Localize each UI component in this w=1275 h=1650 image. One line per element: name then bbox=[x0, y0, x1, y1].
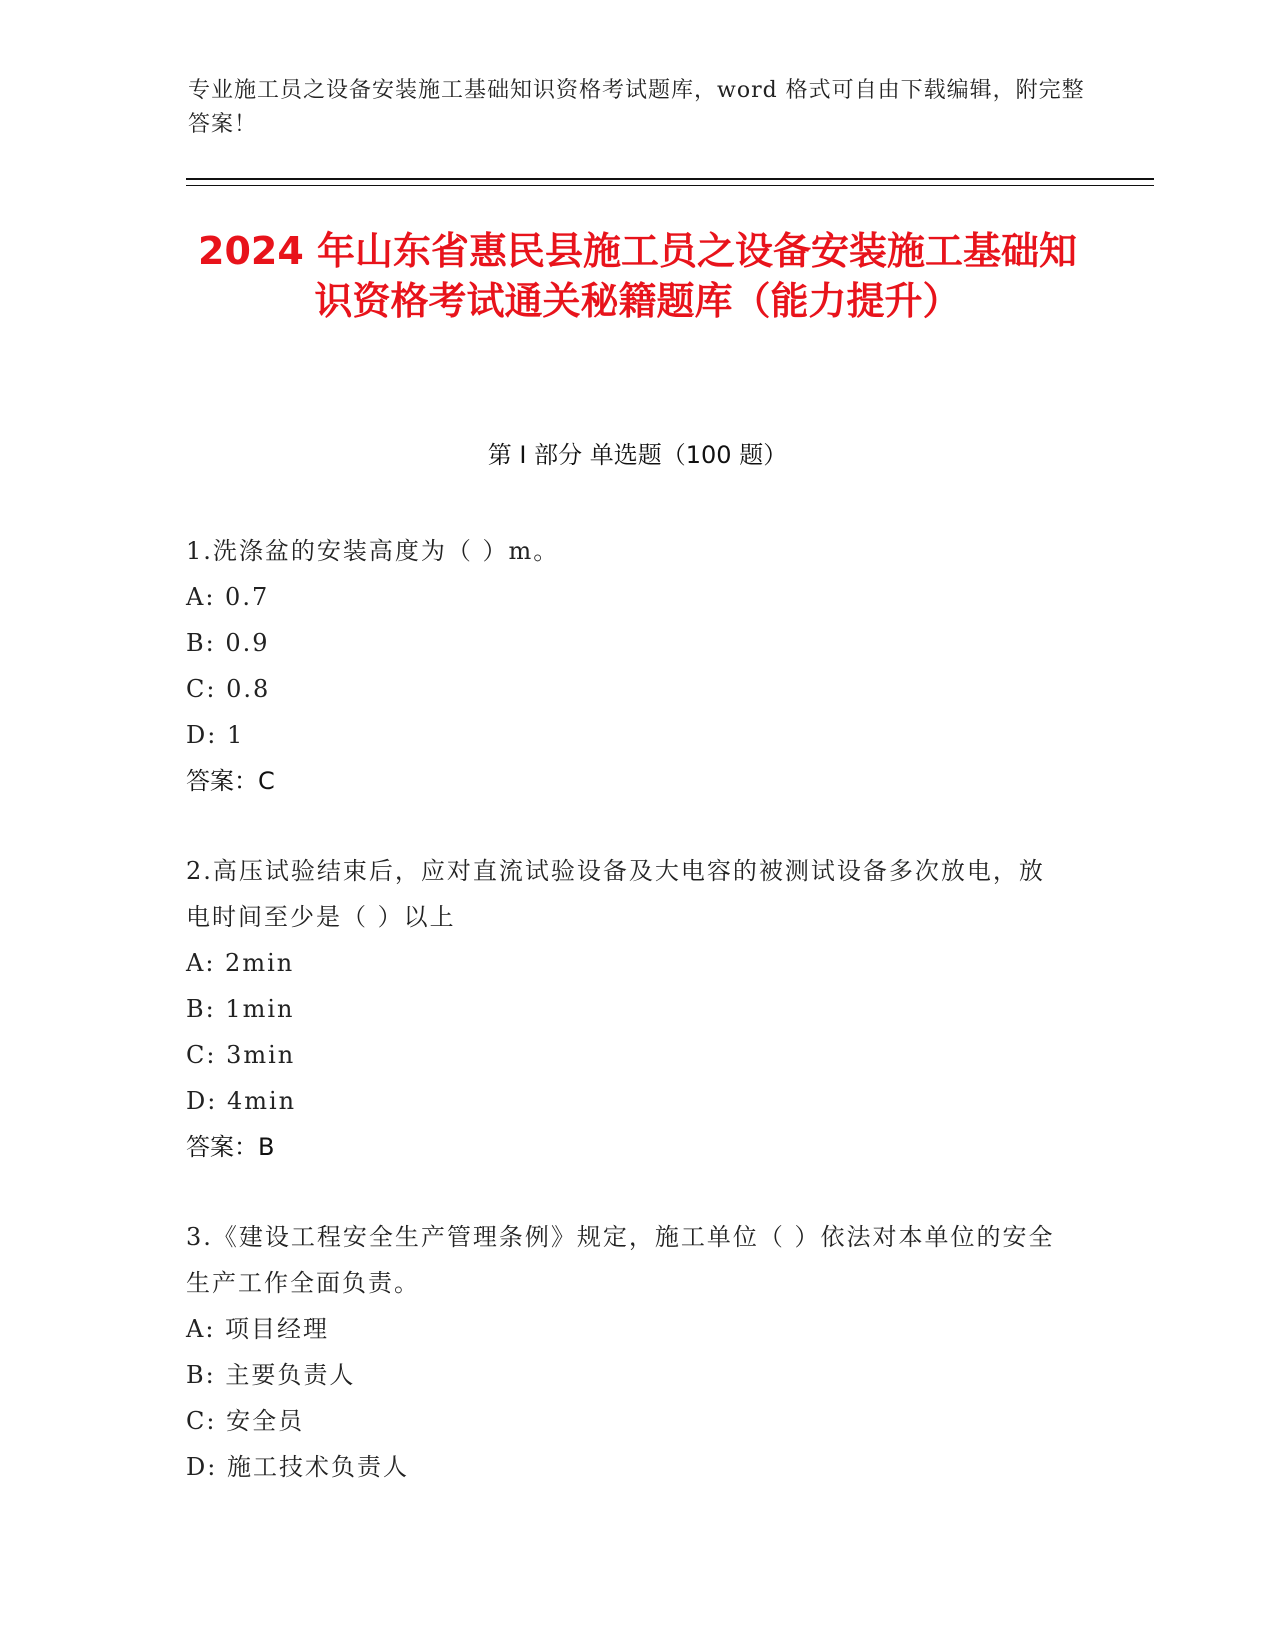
option-b: B: 主要负责人 bbox=[186, 1361, 356, 1389]
question-1 bbox=[186, 528, 1086, 804]
option-a: A: 项目经理 bbox=[186, 1315, 330, 1343]
option-c: C: 安全员 bbox=[186, 1407, 305, 1435]
option-b: B: 0.9 bbox=[186, 629, 270, 657]
option-c: C: 0.8 bbox=[186, 675, 271, 703]
section-title: 第 I 部分 单选题（100 题） bbox=[487, 441, 788, 469]
header-rule-thin bbox=[186, 185, 1154, 186]
question-stem: 1.洗涤盆的安装高度为（ ）m。 bbox=[186, 537, 560, 565]
document-title: 2024 年山东省惠民县施工员之设备安装施工基础知识资格考试通关秘籍题库（能力提升） bbox=[198, 229, 1077, 323]
option-d: D: 1 bbox=[186, 721, 245, 749]
answer: 答案：C bbox=[186, 767, 275, 795]
header-note: 专业施工员之设备安装施工基础知识资格考试题库，word 格式可自由下载编辑，附完整答案！ bbox=[188, 78, 1085, 137]
header-rule-thick bbox=[186, 178, 1154, 180]
question-stem: 2.高压试验结束后，应对直流试验设备及大电容的被测试设备多次放电，放电时间至少是（ ）以上 bbox=[186, 857, 1045, 931]
question-3 bbox=[186, 1214, 1086, 1490]
question-stem: 3.《建设工程安全生产管理条例》规定，施工单位（ ）依法对本单位的安全生产工作全面负责。 bbox=[186, 1223, 1055, 1297]
option-a: A: 2min bbox=[186, 949, 295, 977]
option-a: A: 0.7 bbox=[186, 583, 270, 611]
answer: 答案：B bbox=[186, 1133, 275, 1161]
option-d: D: 4min bbox=[186, 1087, 297, 1115]
option-c: C: 3min bbox=[186, 1041, 296, 1069]
question-2 bbox=[186, 848, 1086, 1170]
question-list bbox=[186, 528, 1086, 1534]
option-b: B: 1min bbox=[186, 995, 295, 1023]
option-d: D: 施工技术负责人 bbox=[186, 1453, 409, 1481]
